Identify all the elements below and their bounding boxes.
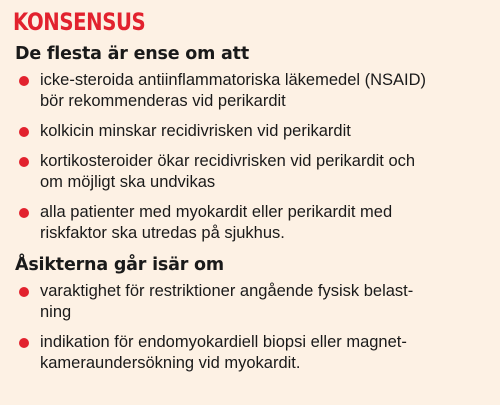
agreement-list xyxy=(14,70,486,244)
item-text-line: kameraundersökning vid myokardit. xyxy=(40,354,301,372)
bullet-dot xyxy=(19,76,29,86)
item-text-line: alla patienter med myokardit eller perikardit med xyxy=(40,203,393,221)
item-text-line: ning xyxy=(40,303,72,321)
list-item xyxy=(14,281,486,323)
section-disagreement xyxy=(14,253,486,374)
list-item xyxy=(14,70,486,112)
item-text-line: icke-steroida antiinflammatoriska läkemedel (NSAID) xyxy=(40,71,427,89)
bullet-dot xyxy=(19,338,29,348)
disagreement-list xyxy=(14,281,486,374)
bullet-dot xyxy=(19,127,29,137)
item-text-line: varaktighet för restriktioner angående fysisk belast- xyxy=(40,282,414,300)
list-item xyxy=(14,202,486,244)
list-item xyxy=(14,332,486,374)
item-text-line: indikation för endomyokardiell biopsi eller magnet- xyxy=(40,333,407,351)
item-text-line: kortikosteroider ökar recidivrisken vid perikardit och xyxy=(40,152,416,170)
section-heading: Åsikterna går isär om xyxy=(15,255,224,275)
item-text-line: riskfaktor ska utredas på sjukhus. xyxy=(40,224,285,242)
bullet-dot xyxy=(19,157,29,167)
list-item xyxy=(14,151,486,193)
section-agreement xyxy=(14,42,486,244)
list-item xyxy=(14,121,486,142)
item-text-line: bör rekommenderas vid perikardit xyxy=(40,92,286,110)
box-title: KONSENSUS xyxy=(13,8,146,36)
bullet-dot xyxy=(19,208,29,218)
section-heading: De flesta är ense om att xyxy=(15,44,249,64)
item-text-line: om möjligt ska undvikas xyxy=(40,173,216,191)
item-text-line: kolkicin minskar recidivrisken vid perikardit xyxy=(40,122,351,140)
bullet-dot xyxy=(19,287,29,297)
